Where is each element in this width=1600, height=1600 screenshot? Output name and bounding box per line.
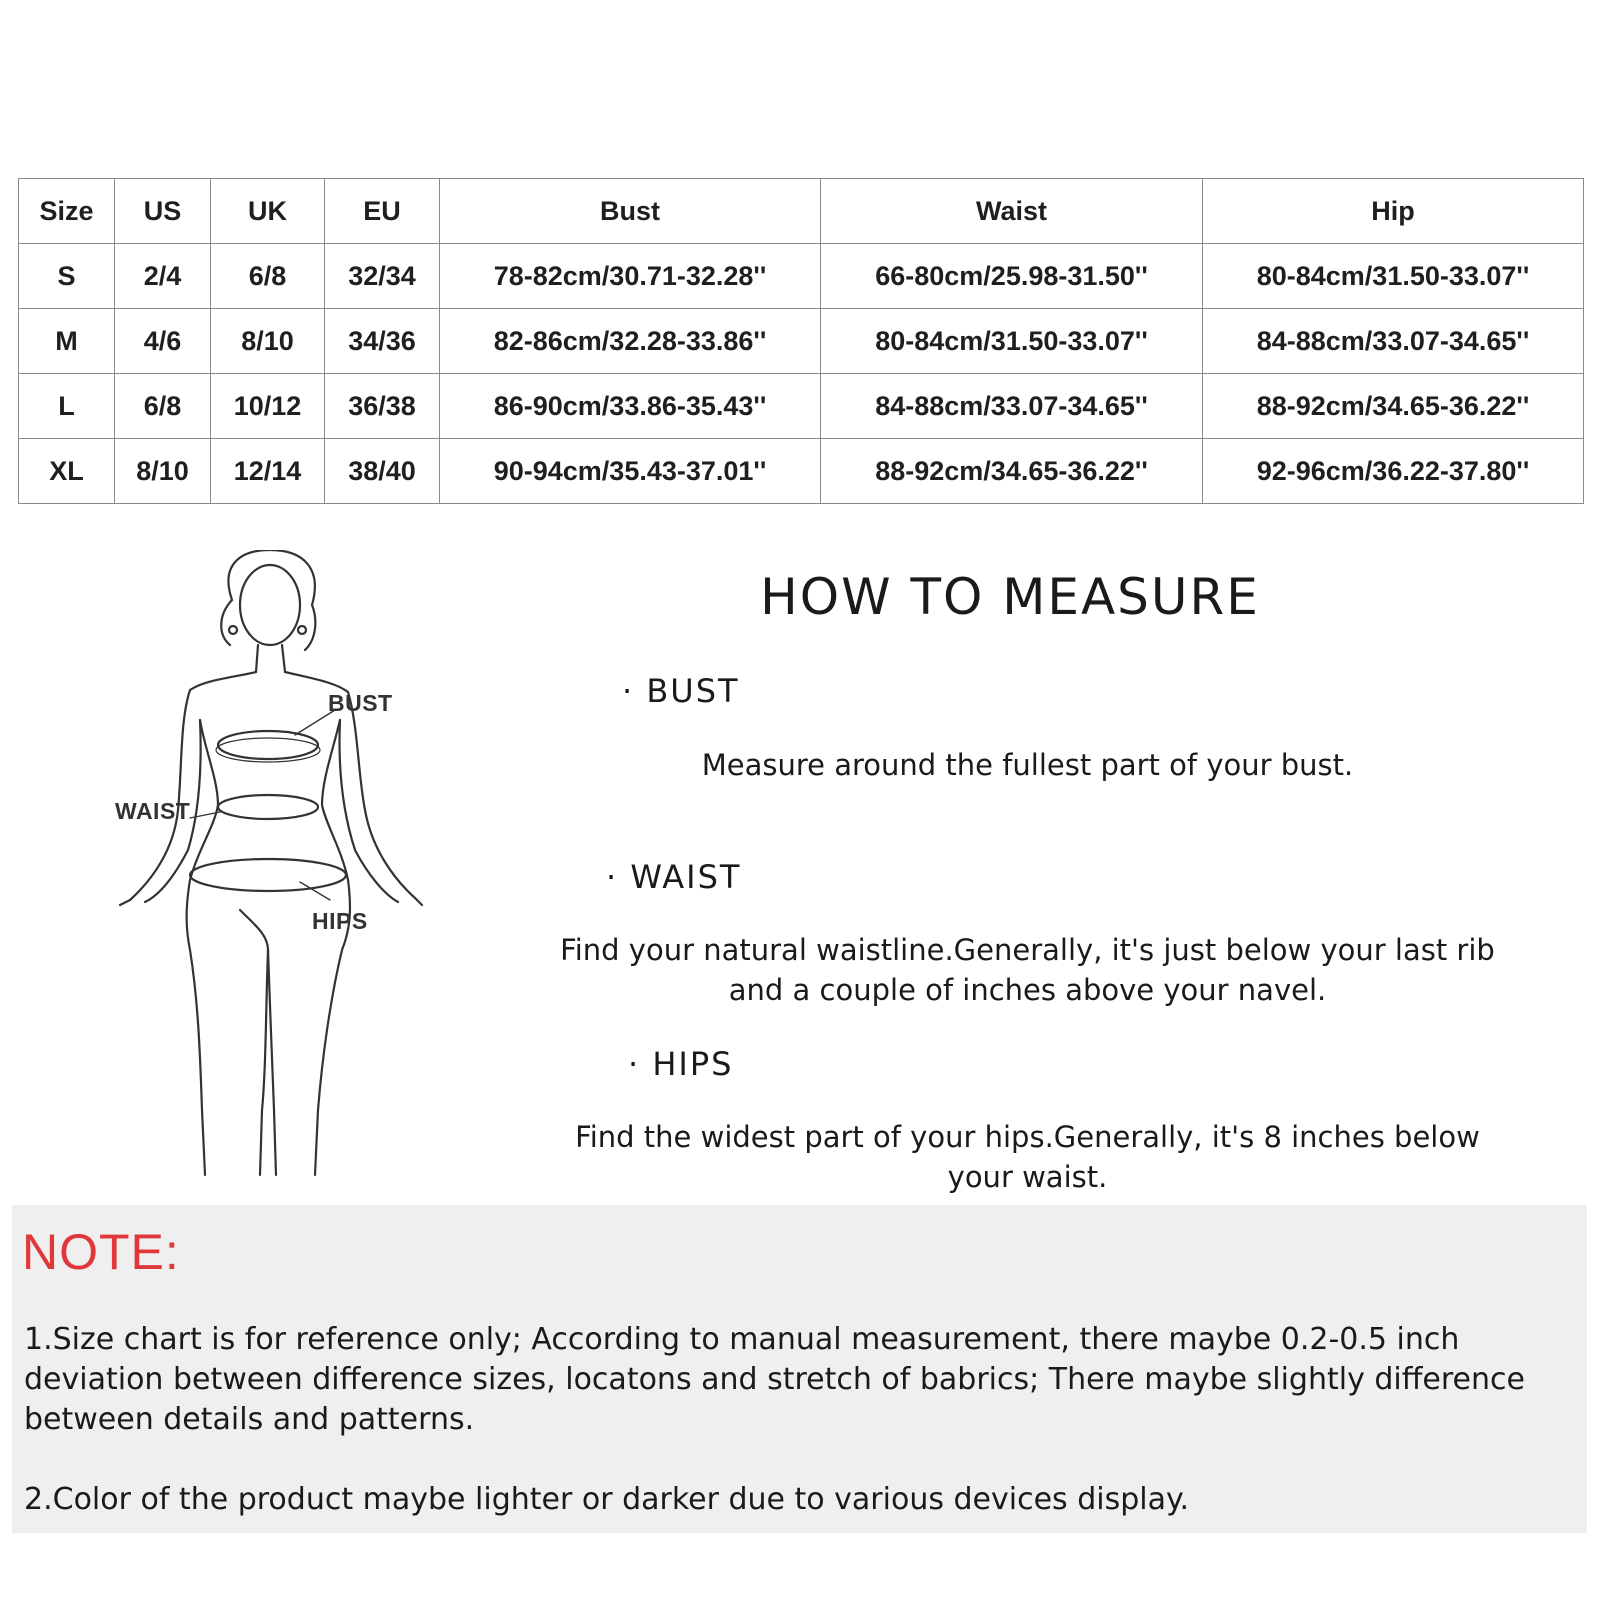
table-row [19,439,1584,504]
table-row [19,244,1584,309]
hips-heading: · HIPS [628,1045,734,1083]
header-uk: UK [211,179,325,244]
cell-uk: 8/10 [211,309,325,374]
header-size: Size [19,179,115,244]
cell-waist: 66-80cm/25.98-31.50'' [821,244,1203,309]
note-item-2: 2.Color of the product maybe lighter or darker due to various devices display. [24,1482,1189,1517]
cell-hip: 80-84cm/31.50-33.07'' [1203,244,1584,309]
how-to-measure-title: HOW TO MEASURE [760,568,1260,626]
hips-instruction-line1: Find the widest part of your hips.Generally, it's 8 inches below [575,1120,1480,1154]
cell-waist: 88-92cm/34.65-36.22'' [821,439,1203,504]
cell-uk: 12/14 [211,439,325,504]
body-outline-illustration [90,550,450,1200]
cell-eu: 32/34 [325,244,440,309]
cell-hip: 84-88cm/33.07-34.65'' [1203,309,1584,374]
cell-waist: 80-84cm/31.50-33.07'' [821,309,1203,374]
cell-bust: 86-90cm/33.86-35.43'' [440,374,821,439]
header-us: US [115,179,211,244]
header-bust: Bust [440,179,821,244]
cell-hip: 92-96cm/36.22-37.80'' [1203,439,1584,504]
cell-bust: 78-82cm/30.71-32.28'' [440,244,821,309]
cell-waist: 84-88cm/33.07-34.65'' [821,374,1203,439]
cell-size: XL [19,439,115,504]
cell-hip: 88-92cm/34.65-36.22'' [1203,374,1584,439]
hips-instruction-line2: your waist. [947,1160,1108,1194]
table-row [19,309,1584,374]
note-item-1-line1: 1.Size chart is for reference only; According to manual measurement, there maybe 0.2-0.5 inch [24,1322,1460,1357]
cell-bust: 90-94cm/35.43-37.01'' [440,439,821,504]
size-chart-table [18,178,1584,504]
cell-us: 6/8 [115,374,211,439]
cell-bust: 82-86cm/32.28-33.86'' [440,309,821,374]
cell-size: S [19,244,115,309]
note-item-1-line2: deviation between difference sizes, locatons and stretch of babrics; There maybe slightly difference [24,1362,1525,1397]
cell-uk: 6/8 [211,244,325,309]
cell-us: 2/4 [115,244,211,309]
cell-eu: 34/36 [325,309,440,374]
cell-uk: 10/12 [211,374,325,439]
waist-instruction-line2: and a couple of inches above your navel. [728,973,1327,1007]
cell-eu: 36/38 [325,374,440,439]
waist-instruction-line1: Find your natural waistline.Generally, it's just below your last rib [560,933,1495,967]
figure-label-bust: BUST [328,690,393,716]
cell-eu: 38/40 [325,439,440,504]
bust-instruction: Measure around the fullest part of your bust. [701,748,1354,782]
cell-size: M [19,309,115,374]
bust-heading: · BUST [622,672,740,710]
figure-label-waist: WAIST [115,798,191,824]
table-header-row [19,179,1584,244]
cell-us: 8/10 [115,439,211,504]
note-title: NOTE: [22,1224,180,1280]
cell-us: 4/6 [115,309,211,374]
cell-size: L [19,374,115,439]
note-item-1-line3: between details and patterns. [24,1402,475,1437]
header-hip: Hip [1203,179,1584,244]
table-row [19,374,1584,439]
header-eu: EU [325,179,440,244]
waist-heading: · WAIST [606,858,742,896]
header-waist: Waist [821,179,1203,244]
body-measurement-figure [90,550,450,1200]
figure-label-hips: HIPS [312,908,368,934]
note-box [12,1205,1587,1533]
